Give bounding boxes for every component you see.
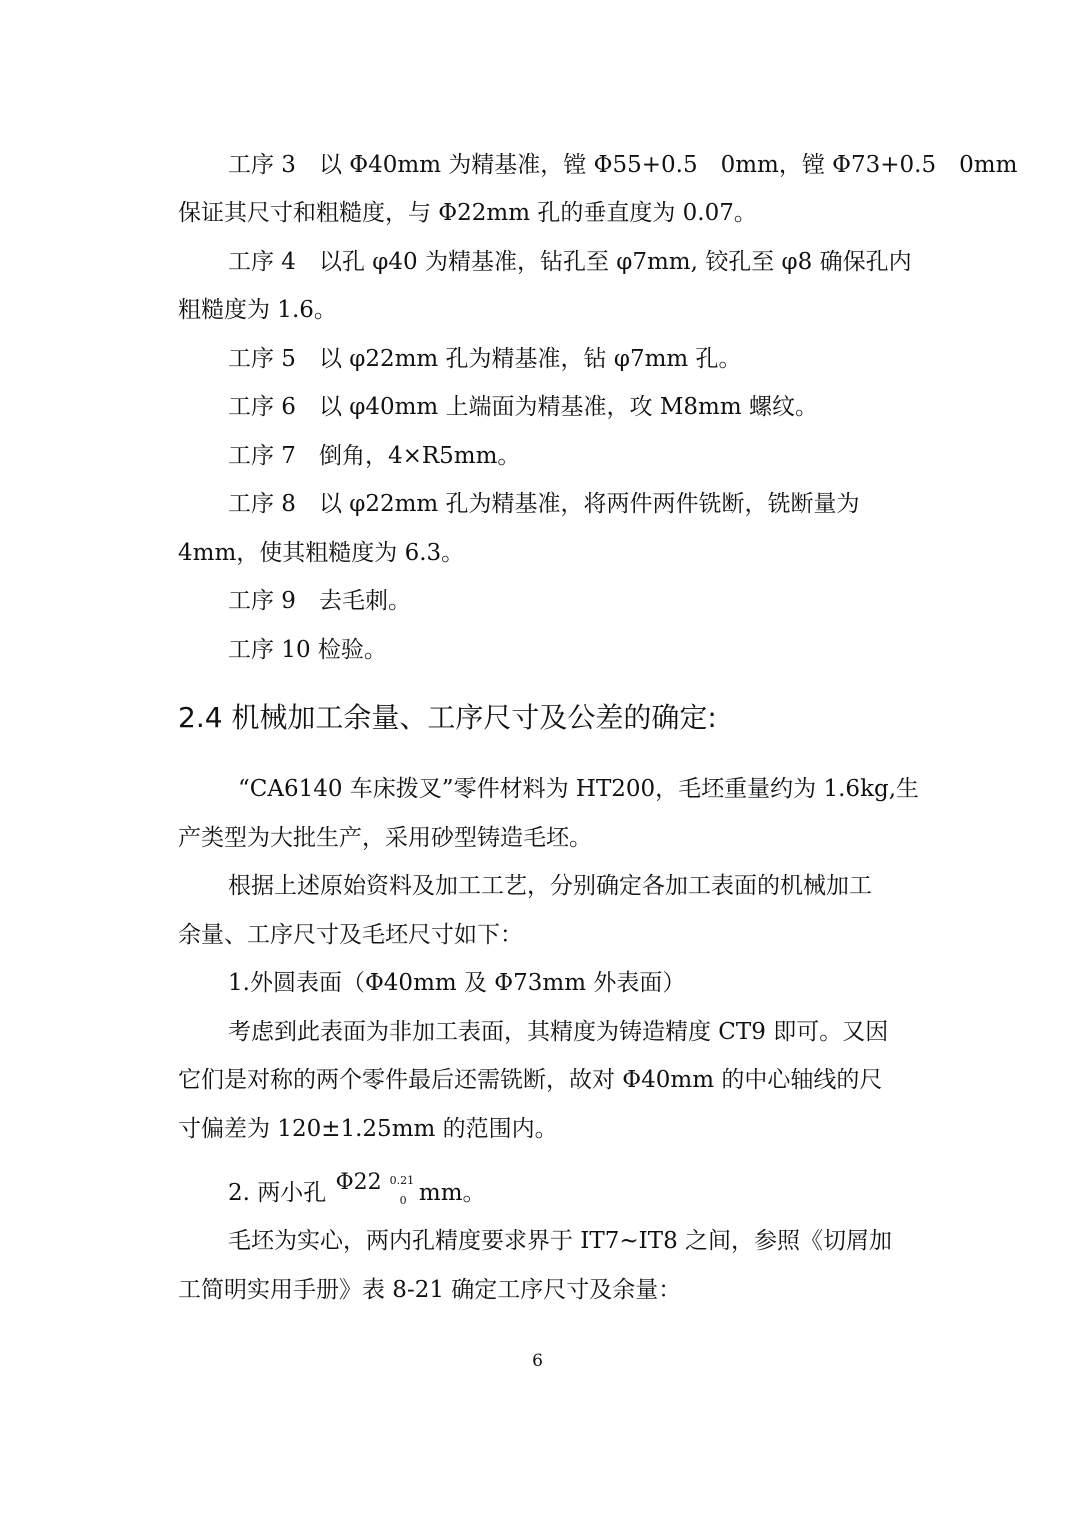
formula-line (228, 1170, 1028, 1208)
paragraph-line: 工序 6 以 φ40mm 上端面为精基准，攻 M8mm 螺纹。 (228, 394, 818, 420)
paragraph-line: 毛坯为实心，两内孔精度要求界于 IT7~IT8 之间，参照《切屑加 (228, 1228, 893, 1254)
paragraph-line: 它们是对称的两个零件最后还需铣断，故对 Φ40mm 的中心轴线的尺 (178, 1067, 883, 1093)
paragraph-line: “CA6140 车床拨叉”零件材料为 HT200，毛坯重量约为 1.6kg,生 (238, 776, 920, 802)
section-heading: 2.4 机械加工余量、工序尺寸及公差的确定: (178, 701, 717, 734)
formula-superscript: 0.21 (389, 1174, 415, 1187)
paragraph-line: 根据上述原始资料及加工工艺，分别确定各加工表面的机械加工 (228, 873, 872, 899)
paragraph-line: 考虑到此表面为非加工表面，其精度为铸造精度 CT9 即可。又因 (228, 1019, 889, 1045)
paragraph-line: 工序 7 倒角，4×R5mm。 (228, 443, 521, 469)
paragraph-line: 余量、工序尺寸及毛坯尺寸如下： (178, 922, 523, 948)
page-number: 6 (532, 1351, 543, 1371)
paragraph-line: 工简明实用手册》表 8-21 确定工序尺寸及余量： (178, 1277, 682, 1303)
paragraph-line: 工序 3 以 Φ40mm 为精基准，镗 Φ55+0.5 0mm，镗 Φ73+0.5 0mm (228, 152, 1018, 178)
formula-prefix: 2. 两小孔 (228, 1180, 327, 1206)
paragraph-line: 产类型为大批生产，采用砂型铸造毛坯。 (178, 825, 592, 851)
paragraph-line: 工序 9 去毛刺。 (228, 588, 411, 614)
paragraph-line: 工序 10 检验。 (228, 637, 387, 663)
paragraph-line: 粗糙度为 1.6。 (178, 297, 337, 323)
formula-suffix: mm。 (418, 1180, 486, 1206)
paragraph-line: 1.外圆表面（Φ40mm 及 Φ73mm 外表面） (228, 970, 686, 996)
formula-subscript: 0 (399, 1194, 407, 1207)
paragraph-line: 工序 4 以孔 φ40 为精基准，钻孔至 φ7mm, 铰孔至 φ8 确保孔内 (228, 249, 912, 275)
paragraph-line: 工序 8 以 φ22mm 孔为精基准，将两件两件铣断，铣断量为 (228, 491, 860, 517)
paragraph-line: 寸偏差为 120±1.25mm 的范围内。 (178, 1116, 558, 1142)
paragraph-line: 保证其尺寸和粗糙度，与 Φ22mm 孔的垂直度为 0.07。 (178, 200, 757, 226)
diameter-formula (334, 1170, 415, 1208)
formula-base: Φ22 (335, 1170, 382, 1195)
paragraph-line: 工序 5 以 φ22mm 孔为精基准，钻 φ7mm 孔。 (228, 346, 742, 372)
paragraph-line: 4mm，使其粗糙度为 6.3。 (178, 540, 465, 566)
